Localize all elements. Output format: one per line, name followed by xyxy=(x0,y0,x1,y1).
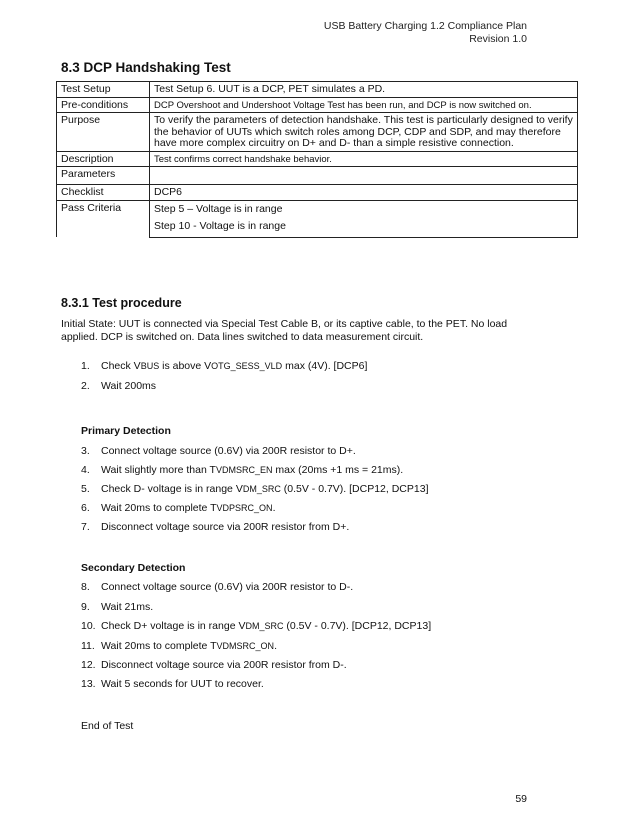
row-label-description: Description xyxy=(57,151,150,167)
end-of-test-text: End of Test xyxy=(81,720,134,732)
list-item xyxy=(81,659,347,671)
row-label-parameters: Parameters xyxy=(57,167,150,185)
table-row xyxy=(57,82,578,98)
row-label-purpose: Purpose xyxy=(57,113,150,152)
step-text: Wait 20ms to complete T xyxy=(101,502,217,514)
test-info-table xyxy=(56,81,578,238)
section-title: 8.3 DCP Handshaking Test xyxy=(61,60,231,75)
step-subscript: BUS xyxy=(140,361,160,371)
step-text: Connect voltage source (0.6V) via 200R resistor to D+. xyxy=(101,445,356,457)
step-number: 8. xyxy=(81,581,90,593)
list-item xyxy=(81,360,367,372)
subsection-title: 8.3.1 Test procedure xyxy=(61,296,182,310)
row-value-preconditions: DCP Overshoot and Undershoot Voltage Test has been run, and DCP is now switched on. xyxy=(150,97,578,113)
step-text: (0.5V - 0.7V). [DCP12, DCP13] xyxy=(283,620,432,632)
step-subscript: DM_SRC xyxy=(242,484,281,494)
step-text: . xyxy=(272,502,276,514)
list-item xyxy=(81,445,356,457)
step-number: 11. xyxy=(81,640,95,652)
step-number: 1. xyxy=(81,360,90,372)
step-subscript: OTG_SESS_VLD xyxy=(211,361,283,371)
step-text: Connect voltage source (0.6V) via 200R resistor to D-. xyxy=(101,581,354,593)
list-item xyxy=(81,380,156,392)
row-value-pass-criteria-1: Step 5 – Voltage is in range xyxy=(150,200,578,219)
row-value-purpose: To verify the parameters of detection handshake. This test is particularly designed to verify the behavior of UUTs which switch roles among DCP, CDP and SDP, and may therefore have more complex circuitry on D+ and D- than a simple resistive connection. xyxy=(150,113,578,152)
primary-detection-heading: Primary Detection xyxy=(81,425,171,437)
secondary-detection-heading: Secondary Detection xyxy=(81,562,186,574)
step-number: 7. xyxy=(81,521,90,533)
step-text: Check D+ voltage is in range V xyxy=(101,620,246,632)
step-number: 6. xyxy=(81,502,90,514)
step-number: 4. xyxy=(81,464,90,476)
step-text: max (20ms +1 ms = 21ms). xyxy=(272,464,404,476)
step-number: 13. xyxy=(81,678,96,690)
table-row xyxy=(57,167,578,185)
list-item xyxy=(81,620,431,632)
step-number: 10. xyxy=(81,620,96,632)
list-item xyxy=(81,640,277,652)
list-item xyxy=(81,483,429,495)
list-item xyxy=(81,464,403,476)
step-number: 3. xyxy=(81,445,90,457)
document-title: USB Battery Charging 1.2 Compliance Plan xyxy=(323,20,527,32)
step-text: Wait 21ms. xyxy=(101,601,154,613)
row-label-test-setup: Test Setup xyxy=(57,82,150,98)
step-number: 5. xyxy=(81,483,90,495)
step-text: Disconnect voltage source via 200R resistor from D+. xyxy=(101,521,350,533)
step-text: Check V xyxy=(101,360,141,372)
row-label-pass-criteria: Pass Criteria xyxy=(57,200,150,237)
initial-state-paragraph: Initial State: UUT is connected via Special Test Cable B, or its captive cable, to the PET. No load applied. DCP is switched on. Data lines switched to data measurement circuit. xyxy=(61,318,508,343)
list-item xyxy=(81,581,353,593)
step-text: is above V xyxy=(159,360,212,372)
row-value-test-setup: Test Setup 6. UUT is a DCP, PET simulates a PD. xyxy=(150,82,578,98)
step-text: Wait 20ms to complete T xyxy=(101,640,217,652)
row-value-description: Test confirms correct handshake behavior. xyxy=(150,151,578,167)
step-subscript: VDMSRC_ON xyxy=(216,641,275,651)
step-number: 12. xyxy=(81,659,96,671)
step-text: Wait slightly more than T xyxy=(101,464,216,476)
document-revision: Revision 1.0 xyxy=(469,33,527,45)
row-label-checklist: Checklist xyxy=(57,185,150,201)
page-number: 59 xyxy=(515,793,527,805)
step-text: . xyxy=(274,640,277,652)
step-text: max (4V). [DCP6] xyxy=(282,360,368,372)
row-value-checklist: DCP6 xyxy=(150,185,578,201)
list-item xyxy=(81,601,153,613)
list-item xyxy=(81,502,275,514)
table-row xyxy=(57,151,578,167)
step-subscript: VDMSRC_EN xyxy=(215,465,273,475)
step-text: (0.5V - 0.7V). [DCP12, DCP13] xyxy=(280,483,429,495)
list-item xyxy=(81,521,349,533)
step-subscript: DM_SRC xyxy=(245,621,284,631)
step-text: Wait 200ms xyxy=(101,380,157,392)
row-value-pass-criteria-2: Step 10 - Voltage is in range xyxy=(150,219,578,237)
step-text: Check D- voltage is in range V xyxy=(101,483,243,495)
list-item xyxy=(81,678,264,690)
row-label-preconditions: Pre-conditions xyxy=(57,97,150,113)
row-value-parameters xyxy=(150,167,578,185)
table-row xyxy=(57,185,578,201)
table-row xyxy=(57,200,578,219)
step-subscript: VDPSRC_ON xyxy=(216,503,273,513)
step-number: 2. xyxy=(81,380,90,392)
table-row xyxy=(57,97,578,113)
page-header xyxy=(324,20,527,46)
step-text: Wait 5 seconds for UUT to recover. xyxy=(101,678,264,690)
step-number: 9. xyxy=(81,601,90,613)
table-row xyxy=(57,113,578,152)
step-text: Disconnect voltage source via 200R resistor from D-. xyxy=(101,659,347,671)
